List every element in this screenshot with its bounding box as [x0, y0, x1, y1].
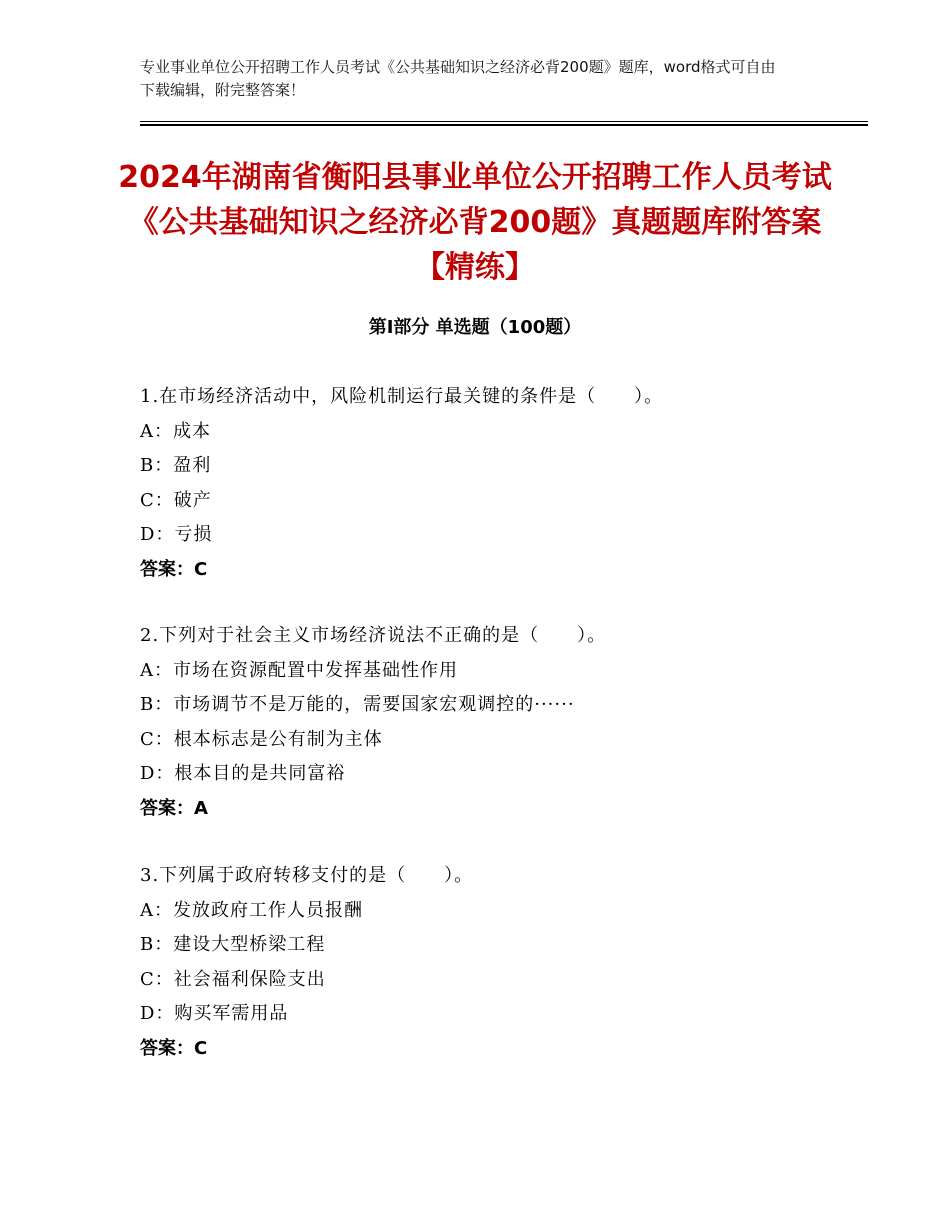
option-c: C：社会福利保险支出: [140, 968, 326, 990]
option-d: D：根本目的是共同富裕: [140, 763, 346, 784]
question-block: [140, 859, 860, 1066]
question-block: [140, 380, 860, 587]
question-block: [140, 619, 860, 826]
option-b: B：市场调节不是万能的，需要国家宏观调控的······: [140, 694, 575, 715]
answer-line: 答案：C: [140, 1037, 208, 1059]
option-b: B：盈利: [140, 455, 212, 476]
section-title: 第Ⅰ部分 单选题（100题）: [368, 317, 582, 338]
question-stem: 1.在市场经济活动中，风险机制运行最关键的条件是（ ）。: [140, 386, 664, 407]
question-stem: 3.下列属于政府转移支付的是（ ）。: [140, 865, 474, 886]
option-c: C：破产: [140, 489, 212, 511]
header-note: 专业事业单位公开招聘工作人员考试《公共基础知识之经济必背200题》题库，word格式可自由下载编辑，附完整答案！: [140, 58, 776, 99]
document-title: 2024年湖南省衡阳县事业单位公开招聘工作人员考试《公共基础知识之经济必背200题》真题题库附答案【精练】: [118, 160, 832, 285]
option-b: B：建设大型桥梁工程: [140, 934, 326, 955]
option-a: A：发放政府工作人员报酬: [140, 899, 363, 921]
answer-line: 答案：A: [140, 797, 208, 819]
option-d: D：购买军需用品: [140, 1003, 289, 1024]
question-stem: 2.下列对于社会主义市场经济说法不正确的是（ ）。: [140, 625, 607, 646]
answer-line: 答案：C: [140, 558, 208, 580]
option-a: A：市场在资源配置中发挥基础性作用: [140, 659, 458, 681]
option-c: C：根本标志是公有制为主体: [140, 728, 383, 750]
header-divider-thin: [140, 121, 868, 122]
option-a: A：成本: [140, 420, 211, 442]
header-divider-thick: [140, 124, 868, 126]
option-d: D：亏损: [140, 524, 213, 545]
